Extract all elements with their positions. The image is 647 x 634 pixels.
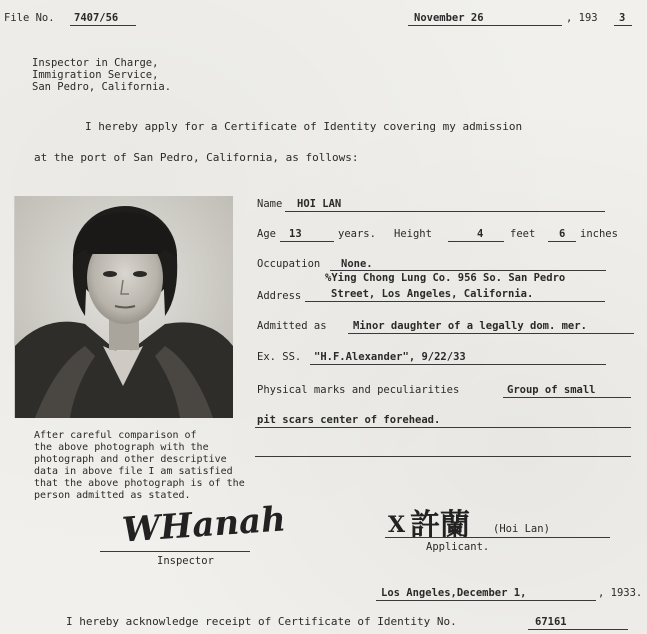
age-value: 13 (289, 228, 302, 240)
ex-ss-value: "H.F.Alexander", 9/22/33 (314, 351, 466, 363)
inspector-line (100, 551, 250, 552)
inspector-label: Inspector (157, 555, 214, 567)
comparison-line-3: photograph and other descriptive (34, 454, 227, 465)
addressee-line-3: San Pedro, California. (32, 81, 172, 93)
receipt-text: I hereby acknowledge receipt of Certificate of Identity No. (66, 615, 457, 628)
year-prefix: , 193 (566, 12, 598, 24)
name-value: HOI LAN (297, 198, 342, 210)
occupation-line (330, 270, 606, 271)
date-line (408, 25, 562, 26)
feet-label: feet (510, 228, 536, 240)
receipt-year: , 1933. (598, 587, 643, 599)
intro-line-2: at the port of San Pedro, California, as follows: (34, 151, 359, 164)
occupation-label: Occupation (257, 258, 321, 270)
height-feet-value: 4 (477, 228, 484, 240)
comparison-line-1: After careful comparison of (34, 430, 197, 441)
inches-line (548, 241, 576, 242)
applicant-line (385, 537, 610, 538)
applicant-label: Applicant. (426, 541, 490, 553)
comparison-line-2: the above photograph with the (34, 442, 209, 453)
marks-value-1: Group of small (507, 384, 596, 396)
address-value-line-2: Street, Los Angeles, California. (331, 288, 534, 300)
ex-ss-line (310, 364, 606, 365)
marks-label: Physical marks and peculiarities (257, 384, 460, 396)
year-line (614, 25, 632, 26)
height-inches-value: 6 (559, 228, 566, 240)
file-number: 7407/56 (74, 12, 119, 24)
addressee-line-1: Inspector in Charge, (32, 57, 159, 69)
file-number-line (70, 25, 136, 26)
address-line (305, 301, 605, 302)
marks-value-2: pit scars center of forehead. (257, 414, 441, 426)
receipt-place-date: Los Angeles,December 1, (381, 587, 527, 599)
marks-line-1 (503, 397, 631, 398)
comparison-line-6: person admitted as stated. (34, 490, 191, 501)
inspector-signature: WHanah (120, 499, 288, 551)
portrait-image (15, 196, 233, 418)
admitted-line (348, 333, 634, 334)
receipt-date-line (376, 600, 596, 601)
applicant-name: (Hoi Lan) (493, 523, 550, 535)
occupation-value: None. (341, 258, 373, 270)
marks-line-2 (255, 427, 631, 428)
file-number-label: File No. (4, 12, 55, 24)
comparison-line-5: that the above photograph is of the (34, 478, 245, 489)
intro-line-1: I hereby apply for a Certificate of Identity covering my admission (85, 120, 523, 133)
blank-line (255, 456, 631, 457)
addressee-line-2: Immigration Service, (32, 69, 159, 81)
admitted-label: Admitted as (257, 320, 327, 332)
certificate-number: 67161 (535, 616, 567, 628)
ex-ss-label: Ex. SS. (257, 351, 302, 363)
name-line (285, 211, 605, 212)
comparison-line-4: data in above file I am satisfied (34, 466, 233, 477)
admitted-value: Minor daughter of a legally dom. mer. (353, 320, 587, 332)
letter-date: November 26 (414, 12, 484, 24)
year-suffix: 3 (619, 12, 626, 24)
address-value-line-1: %Ying Chong Lung Co. 956 So. San Pedro (325, 272, 566, 284)
name-label: Name (257, 198, 283, 210)
feet-line (448, 241, 504, 242)
applicant-mark: X (388, 512, 406, 538)
years-label: years. (338, 228, 376, 240)
inches-label: inches (580, 228, 618, 240)
applicant-photo (14, 196, 233, 418)
address-label: Address (257, 290, 302, 302)
certificate-number-line (528, 629, 628, 630)
age-label: Age (257, 228, 276, 240)
applicant-chinese-signature: 許蘭 (410, 508, 470, 543)
height-label: Height (394, 228, 432, 240)
age-line (280, 241, 334, 242)
